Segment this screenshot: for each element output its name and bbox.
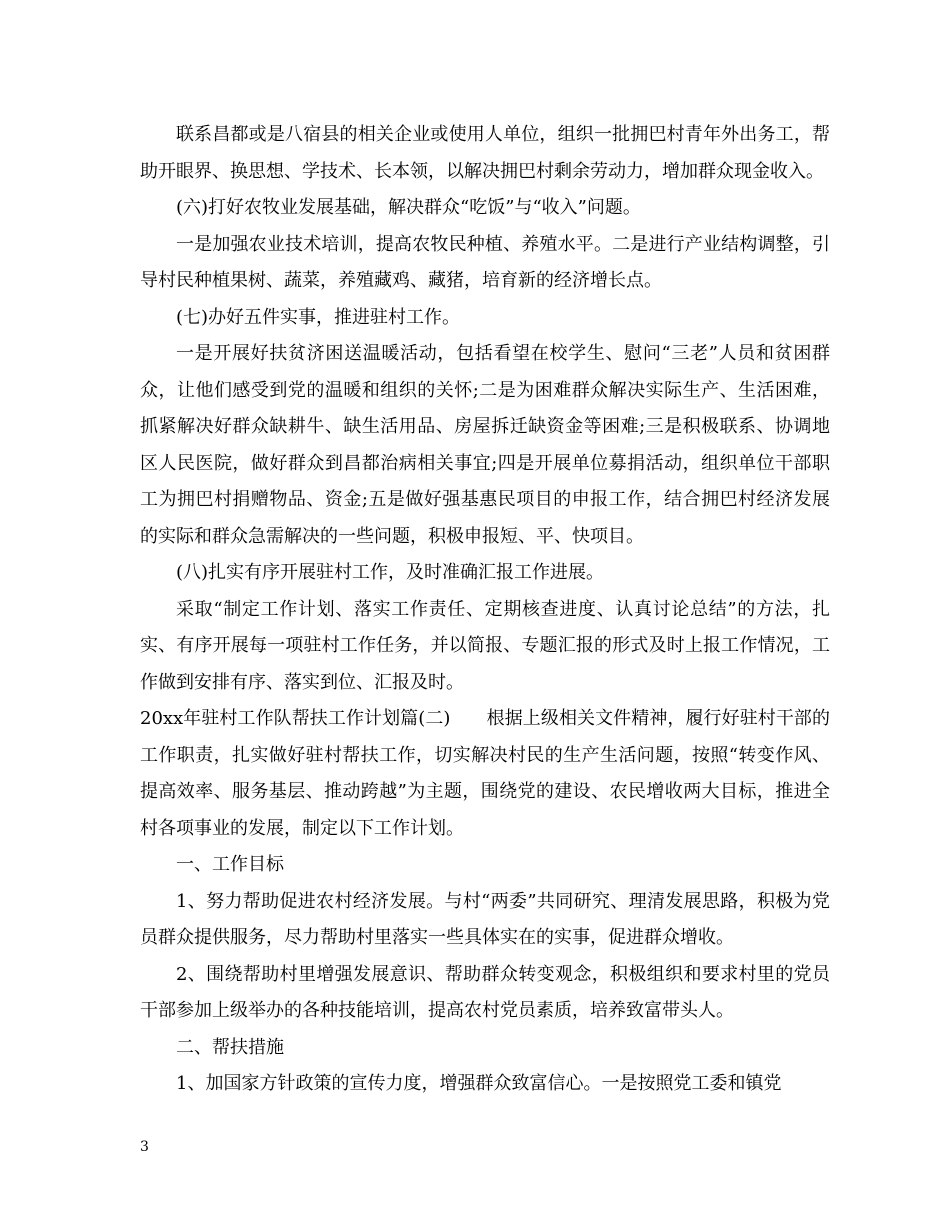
section-heading: 一、工作目标 — [176, 854, 284, 875]
paragraph: 一是加强农业技术培训，提高农牧民种植、养殖水平。二是进行产业结构调整，引导村民种植果树、蔬菜，养殖藏鸡、藏猪，培育新的经济增长点。 — [140, 233, 830, 291]
paragraph: 1、加国家方针政策的宣传力度，增强群众致富信心。一是按照党工委和镇党 — [176, 1073, 782, 1094]
paragraph: 1、努力帮助促进农村经济发展。与村“两委”共同研究、理清发展思路，积极为党员群众提供服务，尽力帮助村里落实一些具体实在的实事，促进群众增收。 — [140, 890, 830, 948]
document-body — [140, 117, 830, 1103]
article-title-paragraph: 20xx年驻村工作队帮扶工作计划篇(二) 根据上级相关文件精神，履行好驻村干部的工作职责，扎实做好驻村帮扶工作，切实解决村民的生产生活问题，按照“转变作风、提高效率、服务基层、推动跨越”为主题，围绕党的建设、农民增收两大目标，推进全村各项事业的发展，制定以下工作计划。 — [140, 708, 830, 839]
paragraph: 一是开展好扶贫济困送温暖活动，包括看望在校学生、慰问“三老”人员和贫困群众，让他们感受到党的温暖和组织的关怀;二是为困难群众解决实际生产、生活困难，抓紧解决好群众缺耕牛、缺生活用品、房屋拆迁缺资金等困难;三是积极联系、协调地区人民医院，做好群众到昌都治病相关事宜;四是开展单位募捐活动，组织单位干部职工为拥巴村捐赠物品、资金;五是做好强基惠民项目的申报工作，结合拥巴村经济发展的实际和群众急需解决的一些问题，积极申报短、平、快项目。 — [140, 343, 830, 547]
section-heading: (八)扎实有序开展驻村工作，及时准确汇报工作进展。 — [176, 562, 605, 583]
section-heading: 二、帮扶措施 — [176, 1036, 284, 1058]
paragraph: 2、围绕帮助村里增强发展意识、帮助群众转变观念，积极组织和要求村里的党员干部参加上级举办的各种技能培训，提高农村党员素质，培养致富带头人。 — [140, 963, 830, 1021]
section-heading: (七)办好五件实事，推进驻村工作。 — [176, 306, 461, 328]
paragraph: 联系昌都或是八宿县的相关企业或使用人单位，组织一批拥巴村青年外出务工，帮助开眼界、换思想、学技术、长本领，以解决拥巴村剩余劳动力，增加群众现金收入。 — [140, 124, 830, 182]
paragraph: 采取“制定工作计划、落实工作责任、定期核查进度、认真讨论总结”的方法，扎实、有序开展每一项驻村工作任务，并以简报、专题汇报的形式及时上报工作情况，工作做到安排有序、落实到位、汇报及时。 — [140, 598, 830, 693]
section-heading: (六)打好农牧业发展基础，解决群众“吃饭”与“收入”问题。 — [176, 197, 641, 218]
page-number: 3 — [140, 1139, 149, 1155]
